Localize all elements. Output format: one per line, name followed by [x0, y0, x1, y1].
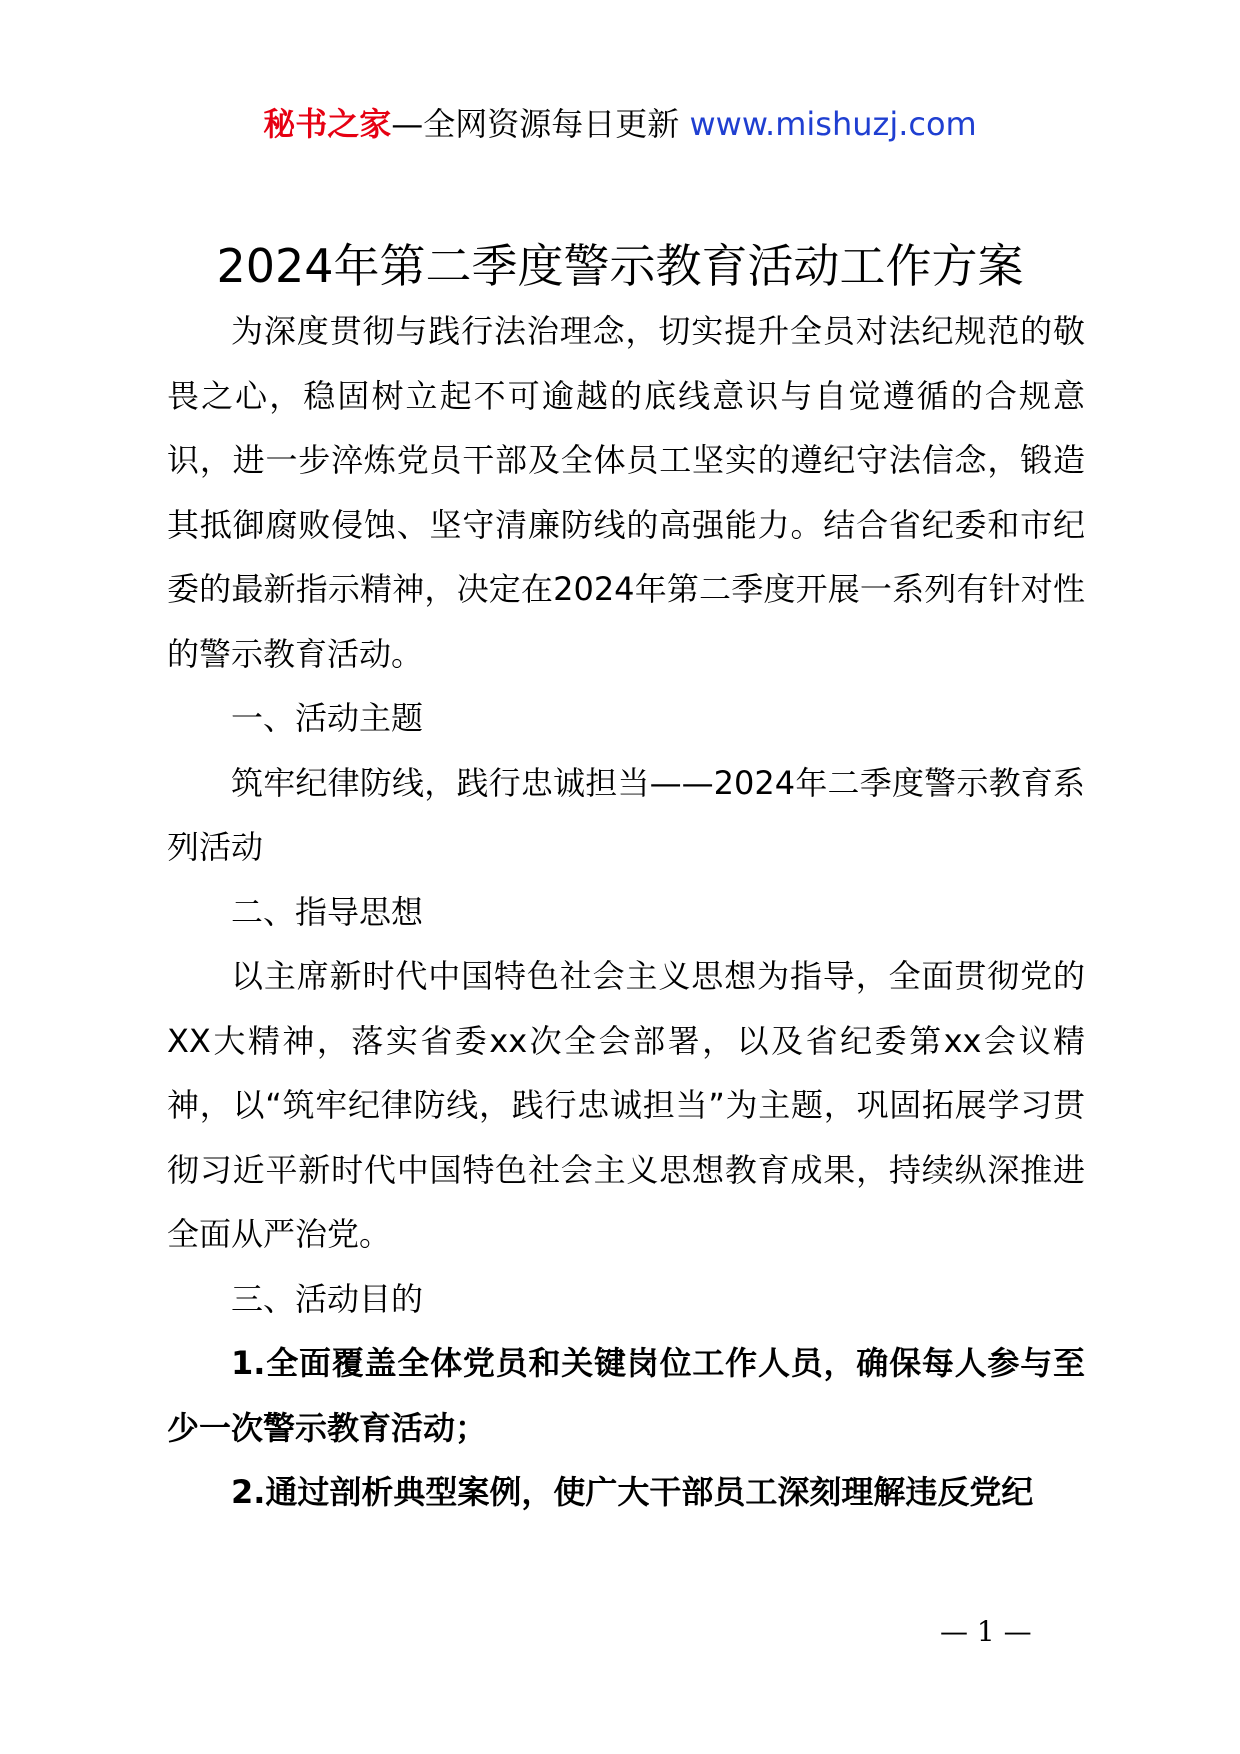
section-heading-theme: 一、活动主题 [231, 699, 424, 737]
section-heading-guiding-ideology: 二、指导思想 [231, 892, 424, 931]
site-header [0, 100, 1240, 148]
header-tagline: —全网资源每日更新 [391, 105, 690, 143]
guiding-ideology-paragraph: 以主席新时代中国特色社会主义思想为指导，全面贯彻党的XX大精神，落实省委xx次全会部署，以及省纪委第xx会议精神，以“筑牢纪律防线，践行忠诚担当”为主题，巩固拓展学习贯彻习近平新时代中国特色社会主义思想教育成果，持续纵深推进全面从严治党。 [167, 957, 1085, 1253]
purpose-item-1: 1.全面覆盖全体党员和关键岗位工作人员，确保每人参与至少一次警示教育活动； [167, 1344, 1085, 1447]
section-heading-purpose: 三、活动目的 [231, 1279, 424, 1318]
purpose-item-2: 2.通过剖析典型案例，使广大干部员工深刻理解违反党纪 [231, 1473, 1034, 1511]
theme-paragraph: 筑牢纪律防线，践行忠诚担当——2024年二季度警示教育系列活动 [167, 763, 1085, 866]
brand-name: 秘书之家 [263, 105, 392, 143]
document-body [167, 299, 1085, 1525]
intro-paragraph: 为深度贯彻与践行法治理念，切实提升全员对法纪规范的敬畏之心，稳固树立起不可逾越的底线意识与自觉遵循的合规意识，进一步淬炼党员干部及全体员工坚实的遵纪守法信念，锻造其抵御腐败侵蚀、坚守清廉防线的高强能力。结合省纪委和市纪委的最新指示精神，决定在2024年第二季度开展一系列有针对性的警示教育活动。 [167, 312, 1085, 673]
page-number: — 1 — [940, 1615, 1032, 1648]
site-url-link[interactable]: www.mishuzj.com [689, 105, 977, 143]
document-title: 2024年第二季度警示教育活动工作方案 [216, 239, 1024, 293]
